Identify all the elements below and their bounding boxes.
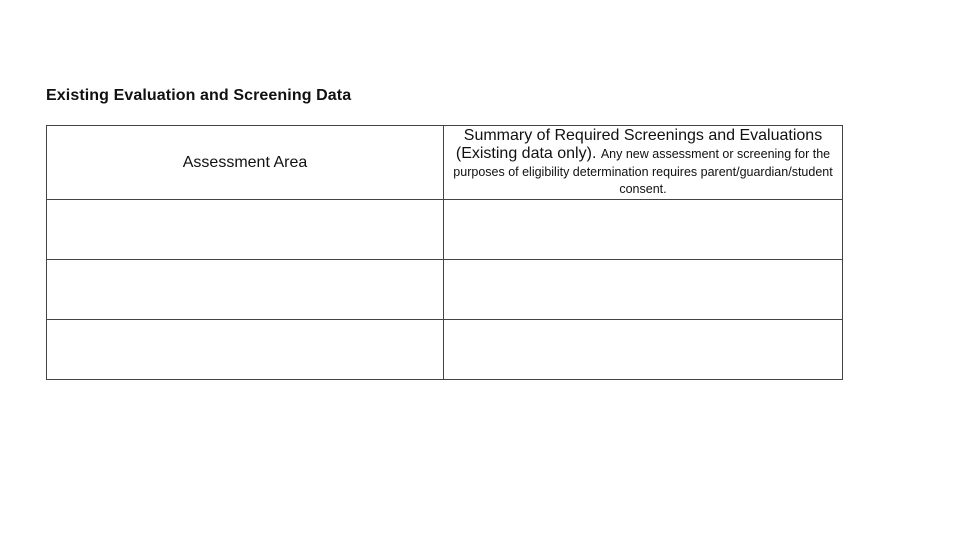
assessment-area-value — [47, 342, 443, 358]
assessment-area-value — [47, 222, 443, 238]
summary-value — [444, 342, 842, 358]
assessment-area-cell[interactable] — [47, 320, 444, 380]
assessment-area-value — [47, 282, 443, 298]
table-header-row — [47, 126, 843, 200]
assessment-area-cell[interactable] — [47, 260, 444, 320]
section-title: Existing Evaluation and Screening Data — [46, 87, 352, 104]
summary-cell[interactable] — [444, 200, 843, 260]
summary-value — [444, 282, 842, 298]
evaluation-data-table — [46, 125, 843, 380]
summary-cell[interactable] — [444, 260, 843, 320]
assessment-area-cell[interactable] — [47, 200, 444, 260]
summary-value — [444, 222, 842, 238]
summary-header-note: Any new assessment or screening for the purposes of eligibility determination requires parent/guardian/student consent. — [453, 146, 833, 197]
summary-header — [444, 126, 843, 200]
table-row — [47, 320, 843, 380]
assessment-area-header: Assessment Area — [47, 126, 444, 200]
table-row — [47, 200, 843, 260]
summary-cell[interactable] — [444, 320, 843, 380]
table-row — [47, 260, 843, 320]
summary-header-main: Summary of Required Screenings and Evaluations (Existing data only). — [455, 127, 823, 162]
